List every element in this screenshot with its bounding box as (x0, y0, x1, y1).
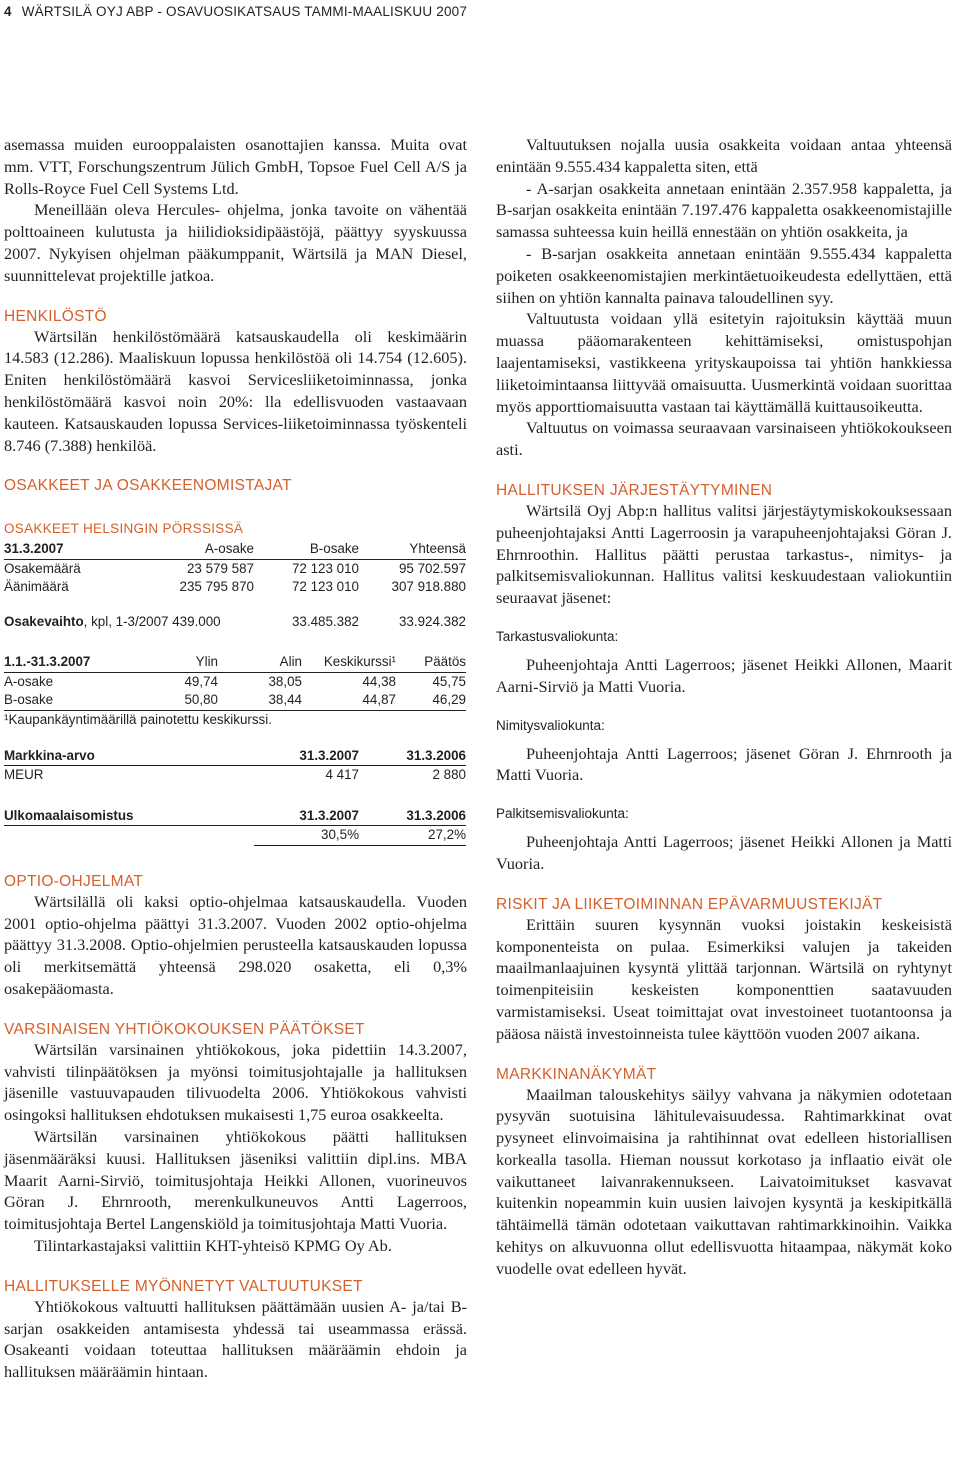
page-number: 4 (4, 4, 12, 19)
table-header-cell: A-osake (134, 540, 254, 559)
table-header-cell: Ulkomaalaisomistus (4, 807, 254, 826)
table-cell: 45,75 (432, 673, 466, 689)
table-row (4, 613, 466, 632)
riskit-heading: RISKIT JA LIIKETOIMINNAN EPÄVARMUUSTEKIJÄT (496, 895, 883, 913)
henkilosto-paragraph: Wärtsilän henkilöstömäärä katsauskaudella oli keskimäärin 14.583 (12.286). Maaliskuun lopussa henkilöstöä oli 14.754 (12.605). Eniten henkilöstömäärä kasvoi Servicesliiketoiminnassa, jonka henkilöstömäärä kasvoi noin 20%: lla edellisvuoden vastaavaan kauteen. Katsauskauden lopussa Services-liiketoiminnassa työskenteli 8.746 (7.388) henkilöä. (4, 326, 467, 455)
nimitysvaliokunta-paragraph: Puheenjohtaja Antti Lagerroos; jäsenet Göran J. Ehrnrooth ja Matti Vuoria. (496, 743, 952, 785)
markkinanakymat-paragraph: Maailman talouskehitys säilyy vahvana ja näkymien odotetaan pysyvän suotuisina lähitulevaisuudessa. Rahtimarkkinat ovat pysyneet elinvoimaisina ja rahtihinnat ovat edelleen historiallisen korkealla tasolla. Hieman noussut korkotaso ja inflaatio eivät ole vaikuttaneet laivanrakennukseen. Laivatoimitukset kasvavat kuitenkin nopeammin kuin uusien laivojen kysyntä ja keskipitkällä tähtäimellä tämän odotetaan vaikuttavan rahtimarkkinoihin. Vaikka kehitys on alkuvuonna ollut edellisvuotta hitaampaa, näkymät koko vuodelle ovat edelleen hyvät. (496, 1084, 952, 1278)
palkitsemisvaliokunta-heading: Palkitsemisvaliokunta: (496, 806, 629, 822)
foreign-ownership-table (4, 807, 466, 846)
right-paragraph-3: - B-sarjan osakkeita annetaan enintään 9.555.434 kappaletta poiketen osakkeenomistajien merkintäetuoikeudesta edellyttäen, että siihen on yhtiön kannalta painava taloudellinen syy. (496, 243, 952, 307)
table-header-cell: Yhteensä (359, 540, 466, 559)
shares-table (4, 540, 466, 597)
right-column (496, 134, 952, 1280)
table-cell: 46,29 (432, 692, 466, 708)
price-table-header (4, 653, 466, 672)
table-cell: 44,87 (362, 692, 396, 708)
table-row (4, 578, 466, 597)
table-header-cell: Päätös (396, 653, 466, 672)
table-cell: MEUR (4, 767, 44, 783)
table-row (4, 766, 466, 785)
osakevaihto-label: Osakevaihto (4, 613, 84, 629)
report-title: WÄRTSILÄ OYJ ABP - OSAVUOSIKATSAUS TAMMI-MAALISKUU 2007 (21, 4, 468, 19)
jarjestaytyminen-paragraph: Wärtsilä Oyj Abp:n hallitus valitsi järjestäytymiskokouksessaan puheenjohtajaksi Antti Lagerroosin ja varapuheenjohtajaksi Göran J. Ehrnroothin. Hallitus päätti perustaa tarkastus-, nimitys- ja palkitsemisvaliokunnan. Hallitus valitsi keskuudestaan valiokuntiin seuraavat jäsenet: (496, 500, 952, 608)
yhtiokokous-paragraph-2: Wärtsilän varsinainen yhtiökokous päätti hallituksen jäsenmääräksi kuusi. Hallituksen jäseniksi valittiin dipl.ins. MBA Maarit Aarni-Sirviö, toimitusjohtaja Heikki Allonen, vuorineuvos Göran J. Ehrnrooth, merenkulkuneuvos Antti Lagerroos, toimitusjohtaja Bertel Langenskiöld ja toimitusjohtaja Matti Vuoria. (4, 1127, 467, 1234)
tarkastusvaliokunta-paragraph: Puheenjohtaja Antti Lagerroos; jäsenet Heikki Allonen, Maarit Aarni-Sirviö ja Matti Vuoria. (496, 654, 952, 696)
table-row (4, 672, 466, 691)
table-cell: A-osake (4, 673, 54, 689)
table-header-cell: Alin (218, 653, 302, 672)
table-header-cell: 31.3.2007 (4, 540, 134, 559)
table-cell: B-osake (4, 692, 54, 708)
table-cell: 44,38 (362, 673, 396, 689)
nimitysvaliokunta-heading: Nimitysvaliokunta: (496, 717, 605, 733)
riskit-paragraph: Erittäin suuren kysynnän vuoksi joistakin keskeisistä komponenteista on pulaa. Esimerkiksi valujen ja takeiden maailmanlaajuinen kysyntä ylittää tarjonnan. Wärtsilä on ryhtynyt toimenpiteisiin keskeisten komponenttien saatavuuden varmistamiseksi. Useat toimittajat ovat investoineet tuotantoonsa ja pääosa näistä investoinneista tulee käyttöön vuoden 2007 aikana. (496, 914, 952, 1043)
table-header-cell: 31.3.2007 (254, 747, 359, 766)
table-cell: 49,74 (184, 673, 218, 689)
valtuutukset-heading: HALLITUKSELLE MYÖNNETYT VALTUUTUKSET (4, 1277, 363, 1295)
table-cell: 33.485.382 (291, 613, 359, 629)
henkilosto-heading: HENKILÖSTÖ (4, 307, 107, 325)
table-cell: 2 880 (432, 767, 466, 783)
table-cell: 23 579 587 (186, 560, 254, 576)
table-cell: 4 417 (325, 767, 359, 783)
table-cell: 307 918.880 (391, 579, 466, 595)
markkinanakymat-heading: MARKKINANÄKYMÄT (496, 1065, 657, 1083)
market-value-header (4, 747, 466, 766)
table-header-cell: 31.3.2006 (359, 807, 466, 826)
table-header-cell: Markkina-arvo (4, 747, 254, 766)
shares-table-header (4, 540, 466, 559)
table-row (4, 559, 466, 578)
yhtiokokous-paragraph-3: Tilintarkastajaksi valittiin KHT-yhteisö KPMG Oy Ab. (34, 1236, 392, 1256)
table-cell: 38,44 (268, 692, 302, 708)
yhtiokokous-paragraph-1: Wärtsilän varsinainen yhtiökokous, joka pidettiin 14.3.2007, vahvisti tilinpäätöksen ja myönsi toimitusjohtajalle ja hallituksen jäsenille vastuuvapauden tilivuodelta 2006. Yhtiökokous vahvisti osingoksi hallituksen ehdotuksen mukaisesti 1,75 euroa osakkeelta. (4, 1039, 467, 1125)
tarkastusvaliokunta-heading: Tarkastusvaliokunta: (496, 628, 619, 644)
intro-paragraph-2: Meneillään oleva Hercules- ohjelma, jonka tavoite on vähentää polttoaineen kulutusta ja hiilidioksidipäästöjä, päättyy syyskuussa 2007. Nykyisen ohjelman pääkumppanit, Wärtsilä ja MAN Diesel, suunnittelevat projektille jatkoa. (4, 200, 467, 285)
right-paragraph-2: - A-sarjan osakkeita annetaan enintään 2.357.958 kappaletta, ja B-sarjan osakkeita enintään 7.197.476 kappaletta osakkeenomistajille samassa suhteessa kuin heillä ennestään on yhtiön osakkeita, ja (496, 178, 952, 242)
table-cell: 27,2% (359, 826, 466, 846)
osakkeet-heading: OSAKKEET JA OSAKKEENOMISTAJAT (4, 477, 292, 495)
right-paragraph-5: Valtuutus on voimassa seuraavaan varsinaiseen yhtiökokoukseen asti. (496, 418, 952, 460)
market-value-table (4, 747, 466, 785)
table-cell: 50,80 (184, 692, 218, 708)
table-cell: 235 795 870 (179, 579, 254, 595)
table-cell: 95 702.597 (398, 560, 466, 576)
table-cell: 72 123 010 (291, 579, 359, 595)
table-cell: 30,5% (254, 826, 359, 846)
table-header-cell: Ylin (134, 653, 218, 672)
porssi-heading: OSAKKEET HELSINGIN PÖRSSISSÄ (4, 521, 244, 537)
table-row (4, 691, 466, 710)
intro-paragraph-1: asemassa muiden eurooppalaisten osanottajien kanssa. Muita ovat mm. VTT, Forschungszentrum Jülich GmbH, Topsoe Fuel Cell A/S ja Rolls-Royce Fuel Cell Systems Ltd. (4, 135, 467, 198)
right-paragraph-1: Valtuutuksen nojalla uusia osakkeita voidaan antaa yhteensä enintään 9.555.434 kappaletta siten, että (496, 135, 952, 176)
table-cell: 72 123 010 (291, 560, 359, 576)
table-header-cell: 1.1.-31.3.2007 (4, 653, 134, 672)
table-cell: 33.924.382 (398, 613, 466, 629)
optio-heading: OPTIO-OHJELMAT (4, 872, 144, 890)
price-table (4, 653, 466, 710)
page-header (4, 4, 467, 19)
price-footnote: ¹Kaupankäyntimäärillä painotettu keskikurssi. (4, 710, 466, 729)
osakevaihto-unit: , kpl, 1-3/2007 439.000 (83, 613, 221, 629)
table-cell: Osakemäärä (4, 560, 81, 576)
table-cell (4, 826, 254, 846)
table-cell: Äänimäärä (4, 579, 69, 595)
table-header-cell: B-osake (254, 540, 359, 559)
table-header-cell: 31.3.2006 (359, 747, 466, 766)
valtuutukset-paragraph: Yhtiökokous valtuutti hallituksen päättämään uusien A- ja/tai B-sarjan osakkeiden antamisesta yhdessä tai useammassa erässä. Osakeanti voidaan toteuttaa hallituksen määräämin ehdoin ja hallituksen määräämin hintaan. (4, 1296, 467, 1382)
palkitsemisvaliokunta-paragraph: Puheenjohtaja Antti Lagerroos; jäsenet Heikki Allonen ja Matti Vuoria. (496, 832, 952, 873)
table-header-cell: 31.3.2007 (254, 807, 359, 826)
table-row (4, 826, 466, 846)
jarjestaytyminen-heading: HALLITUKSEN JÄRJESTÄYTYMINEN (496, 481, 773, 499)
table-cell: 38,05 (268, 673, 302, 689)
foreign-ownership-header (4, 807, 466, 826)
table-header-cell: Keskikurssi¹ (302, 653, 396, 672)
optio-paragraph: Wärtsilällä oli kaksi optio-ohjelmaa katsauskaudella. Vuoden 2001 optio-ohjelma päättyi 31.3.2007. Vuoden 2002 optio-ohjelma päättyy 31.3.2008. Optio-ohjelmien perusteella katsauskauden lopussa oli merkitsemättä yhteensä 298.020 osaketta, eli 0,3% osakepääomasta. (4, 891, 467, 999)
osakevaihto-row (4, 613, 466, 632)
yhtiokokous-heading: VARSINAISEN YHTIÖKOKOUKSEN PÄÄTÖKSET (4, 1020, 365, 1038)
left-column (4, 134, 467, 1383)
right-paragraph-4: Valtuutusta voidaan yllä esitetyin rajoituksin käyttää muun muassa pääomarakenteen kehittämiseksi, omistuspohjan laajentamiseksi, vastikkeena yrityskaupoissa tai yhtiön hankkiessa liiketoimintaansa liittyvää omaisuutta. Uusmerkintä voidaan suorittaa myös apporttiomaisuutta vastaan tai käyttämällä kuittausoikeutta. (496, 309, 952, 416)
